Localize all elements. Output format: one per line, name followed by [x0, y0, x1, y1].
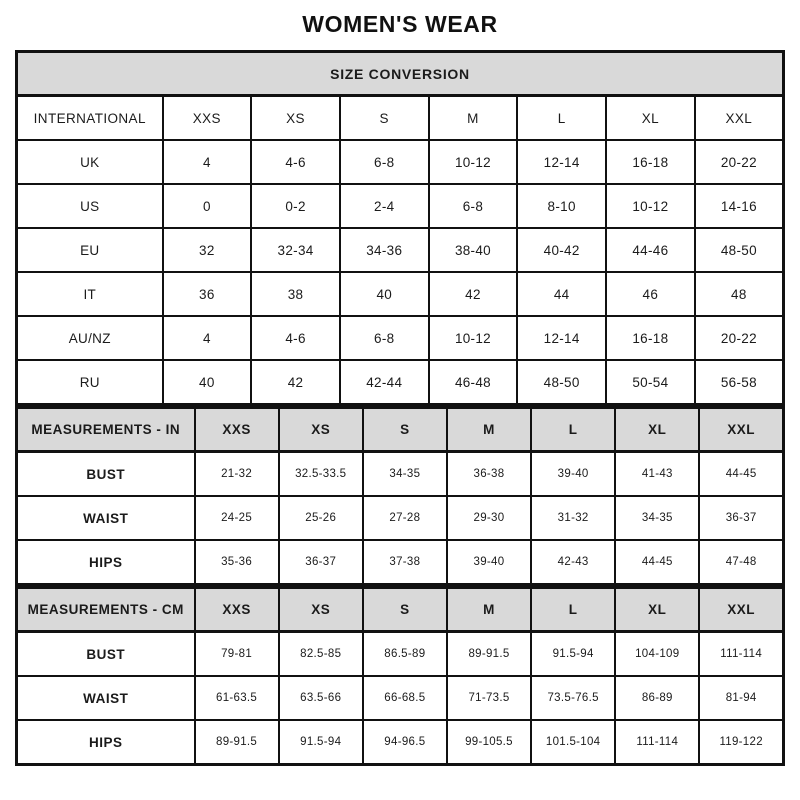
header-row: [17, 588, 784, 632]
value-cell: 31-32: [531, 496, 615, 540]
value-cell: 56-58: [695, 360, 784, 405]
header-row: [17, 408, 784, 452]
value-cell: 79-81: [195, 632, 279, 677]
value-cell: 6-8: [340, 316, 429, 360]
value-cell: 10-12: [429, 316, 518, 360]
size-column-header: M: [447, 408, 531, 452]
value-cell: 10-12: [429, 140, 518, 184]
row-label-header: MEASUREMENTS - CM: [17, 588, 195, 632]
size-column-header: XXL: [695, 96, 784, 141]
row-label: BUST: [17, 452, 195, 497]
value-cell: 20-22: [695, 316, 784, 360]
size-column-header: S: [363, 408, 447, 452]
value-cell: 104-109: [615, 632, 699, 677]
value-cell: 81-94: [699, 676, 783, 720]
size-column-header: XS: [279, 588, 363, 632]
table-title-row: [17, 52, 784, 96]
value-cell: 71-73.5: [447, 676, 531, 720]
size-column-header: L: [517, 96, 606, 141]
value-cell: 8-10: [517, 184, 606, 228]
value-cell: 44-45: [699, 452, 783, 497]
value-cell: 48: [695, 272, 784, 316]
value-cell: 38-40: [429, 228, 518, 272]
row-label: HIPS: [17, 540, 195, 585]
table-row: [17, 676, 784, 720]
value-cell: 91.5-94: [531, 632, 615, 677]
value-cell: 111-114: [699, 632, 783, 677]
value-cell: 86-89: [615, 676, 699, 720]
value-cell: 32: [163, 228, 252, 272]
value-cell: 50-54: [606, 360, 695, 405]
value-cell: 6-8: [429, 184, 518, 228]
value-cell: 36-37: [279, 540, 363, 585]
size-column-header: XS: [279, 408, 363, 452]
row-label: EU: [17, 228, 163, 272]
value-cell: 86.5-89: [363, 632, 447, 677]
value-cell: 39-40: [447, 540, 531, 585]
value-cell: 29-30: [447, 496, 531, 540]
value-cell: 40-42: [517, 228, 606, 272]
value-cell: 42-44: [340, 360, 429, 405]
row-label: US: [17, 184, 163, 228]
value-cell: 41-43: [615, 452, 699, 497]
value-cell: 0-2: [251, 184, 340, 228]
row-label-header: INTERNATIONAL: [17, 96, 163, 141]
value-cell: 2-4: [340, 184, 429, 228]
value-cell: 4-6: [251, 140, 340, 184]
table-row: [17, 360, 784, 405]
table-row: [17, 140, 784, 184]
measurements-in-body: [17, 408, 784, 585]
size-column-header: XXL: [699, 408, 783, 452]
size-column-header: M: [429, 96, 518, 141]
value-cell: 35-36: [195, 540, 279, 585]
value-cell: 82.5-85: [279, 632, 363, 677]
value-cell: 42: [429, 272, 518, 316]
row-label-header: MEASUREMENTS - IN: [17, 408, 195, 452]
value-cell: 20-22: [695, 140, 784, 184]
value-cell: 6-8: [340, 140, 429, 184]
row-label: UK: [17, 140, 163, 184]
value-cell: 4: [163, 140, 252, 184]
value-cell: 44-45: [615, 540, 699, 585]
size-column-header: L: [531, 588, 615, 632]
size-column-header: XXS: [195, 408, 279, 452]
measurements-cm-body: [17, 588, 784, 765]
table-row: [17, 184, 784, 228]
table-row: [17, 228, 784, 272]
size-column-header: S: [340, 96, 429, 141]
value-cell: 16-18: [606, 140, 695, 184]
value-cell: 91.5-94: [279, 720, 363, 765]
value-cell: 94-96.5: [363, 720, 447, 765]
row-label: HIPS: [17, 720, 195, 765]
value-cell: 12-14: [517, 140, 606, 184]
header-row: [17, 96, 784, 141]
value-cell: 34-36: [340, 228, 429, 272]
size-column-header: S: [363, 588, 447, 632]
value-cell: 63.5-66: [279, 676, 363, 720]
value-cell: 16-18: [606, 316, 695, 360]
table-row: [17, 272, 784, 316]
value-cell: 24-25: [195, 496, 279, 540]
table-row: [17, 720, 784, 765]
table-row: [17, 316, 784, 360]
row-label: BUST: [17, 632, 195, 677]
value-cell: 42-43: [531, 540, 615, 585]
size-column-header: XL: [606, 96, 695, 141]
size-column-header: XXL: [699, 588, 783, 632]
value-cell: 4-6: [251, 316, 340, 360]
size-column-header: XXS: [195, 588, 279, 632]
table-row: [17, 540, 784, 585]
value-cell: 32.5-33.5: [279, 452, 363, 497]
table-row: [17, 496, 784, 540]
size-column-header: XL: [615, 408, 699, 452]
table-title-band: SIZE CONVERSION: [17, 52, 784, 96]
value-cell: 34-35: [615, 496, 699, 540]
size-column-header: XS: [251, 96, 340, 141]
value-cell: 66-68.5: [363, 676, 447, 720]
value-cell: 48-50: [695, 228, 784, 272]
row-label: WAIST: [17, 496, 195, 540]
value-cell: 10-12: [606, 184, 695, 228]
value-cell: 48-50: [517, 360, 606, 405]
value-cell: 32-34: [251, 228, 340, 272]
value-cell: 36-38: [447, 452, 531, 497]
measurements-cm-table: [15, 586, 785, 766]
measurements-in-table: [15, 406, 785, 586]
size-conversion-body: [17, 52, 784, 405]
row-label: IT: [17, 272, 163, 316]
value-cell: 27-28: [363, 496, 447, 540]
value-cell: 111-114: [615, 720, 699, 765]
value-cell: 61-63.5: [195, 676, 279, 720]
value-cell: 39-40: [531, 452, 615, 497]
row-label: WAIST: [17, 676, 195, 720]
value-cell: 4: [163, 316, 252, 360]
size-column-header: M: [447, 588, 531, 632]
size-conversion-table: [15, 50, 785, 406]
value-cell: 42: [251, 360, 340, 405]
value-cell: 21-32: [195, 452, 279, 497]
size-column-header: XXS: [163, 96, 252, 141]
value-cell: 36-37: [699, 496, 783, 540]
value-cell: 89-91.5: [195, 720, 279, 765]
row-label: RU: [17, 360, 163, 405]
value-cell: 25-26: [279, 496, 363, 540]
value-cell: 101.5-104: [531, 720, 615, 765]
value-cell: 40: [163, 360, 252, 405]
value-cell: 73.5-76.5: [531, 676, 615, 720]
size-column-header: L: [531, 408, 615, 452]
page-title: WOMEN'S WEAR: [302, 11, 498, 37]
value-cell: 12-14: [517, 316, 606, 360]
value-cell: 36: [163, 272, 252, 316]
value-cell: 89-91.5: [447, 632, 531, 677]
value-cell: 37-38: [363, 540, 447, 585]
table-row: [17, 632, 784, 677]
value-cell: 46: [606, 272, 695, 316]
value-cell: 46-48: [429, 360, 518, 405]
value-cell: 14-16: [695, 184, 784, 228]
value-cell: 47-48: [699, 540, 783, 585]
table-row: [17, 452, 784, 497]
row-label: AU/NZ: [17, 316, 163, 360]
value-cell: 119-122: [699, 720, 783, 765]
size-column-header: XL: [615, 588, 699, 632]
value-cell: 38: [251, 272, 340, 316]
value-cell: 34-35: [363, 452, 447, 497]
value-cell: 0: [163, 184, 252, 228]
value-cell: 40: [340, 272, 429, 316]
value-cell: 44-46: [606, 228, 695, 272]
value-cell: 99-105.5: [447, 720, 531, 765]
value-cell: 44: [517, 272, 606, 316]
